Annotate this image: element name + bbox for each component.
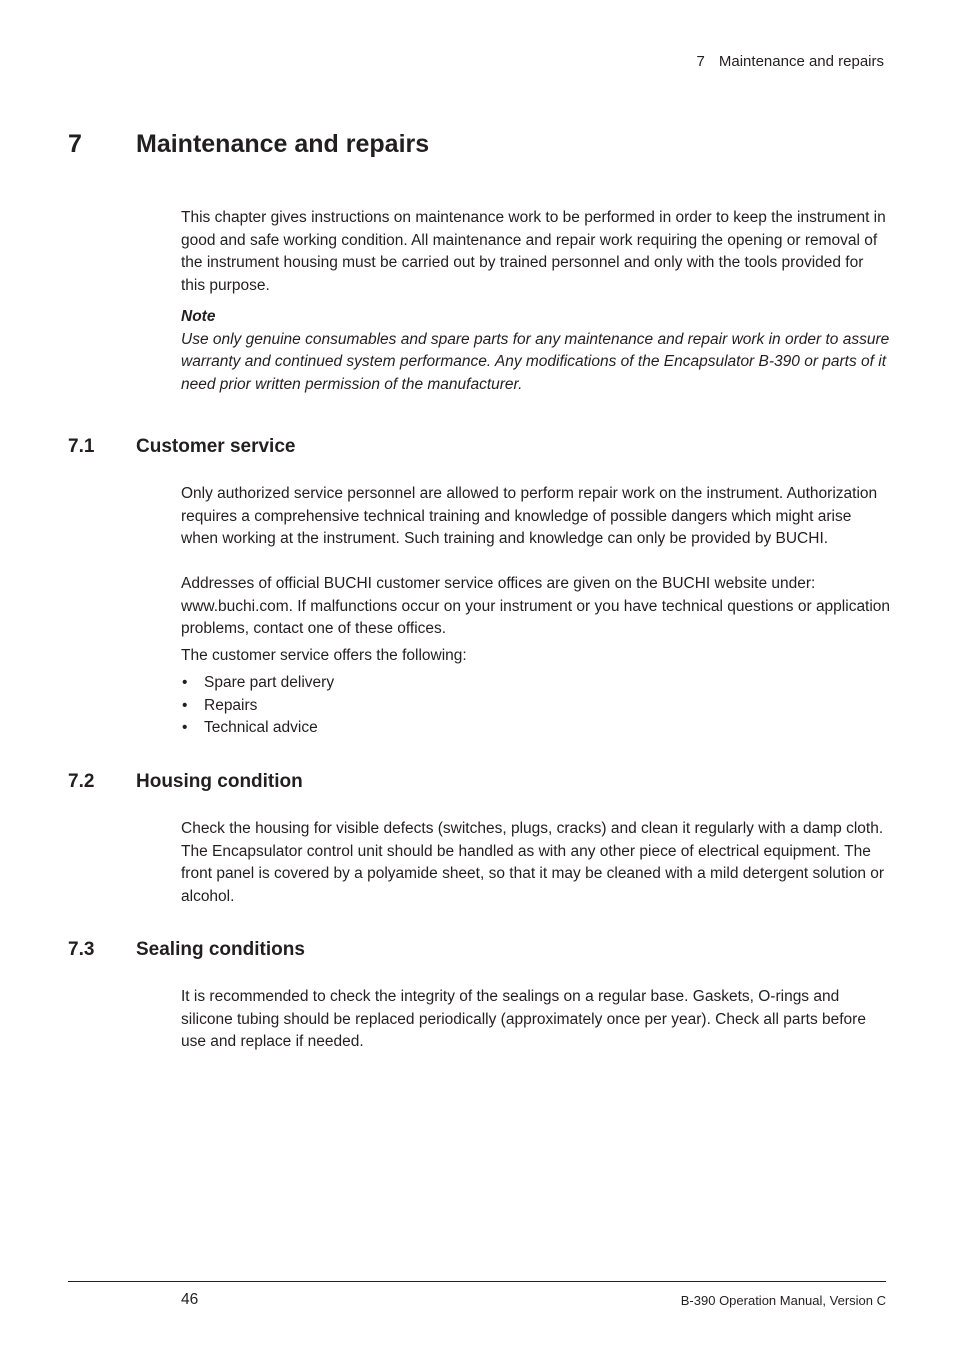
sealing-conditions-paragraph: It is recommended to check the integrity of the sealings on a regular base. Gaskets, O-rings and silicone tubing should be replaced periodically (approximately once per year). Check all parts before use and replace if needed. — [181, 988, 866, 1050]
intro-paragraph: This chapter gives instructions on maintenance work to be performed in order to keep the instrument in good and safe working condition. All maintenance and repair work requiring the opening or removal of the instrument housing must be carried out by trained personnel and only with the tools provided for this purpose. — [181, 209, 886, 294]
customer-service-paragraph: Addresses of official BUCHI customer service offices are given on the BUCHI website under: www.buchi.com. If malfunctions occur on your instrument or you have technical questions or application problems, contact one of these offices. — [181, 575, 891, 637]
note-label: Note — [181, 308, 216, 325]
section-number: 7.1 — [68, 436, 95, 457]
customer-service-offers-list — [181, 672, 334, 740]
housing-condition-block — [181, 818, 891, 908]
section-number: 7.2 — [68, 771, 95, 792]
list-item: • Repairs — [181, 695, 334, 718]
note-text: Use only genuine consumables and spare parts for any maintenance and repair work in order to assure warranty and continued system performance. Any modifications of the Encapsulator B-390 or parts of it need prior written permission of the manufacturer. — [181, 330, 890, 393]
customer-service-block — [181, 483, 891, 668]
page-number: 46 — [181, 1291, 199, 1308]
chapter-title-text: Maintenance and repairs — [136, 130, 430, 158]
list-item: • Spare part delivery — [181, 672, 334, 695]
running-header-chapter-title: Maintenance and repairs — [718, 53, 884, 70]
intro-block — [181, 207, 891, 396]
customer-service-paragraph: Only authorized service personnel are allowed to perform repair work on the instrument. Authorization requires a comprehensive technical training and knowledge of possible dangers which might arise when working at the instrument. Such training and knowledge can only be provided by BUCHI. — [181, 485, 878, 547]
section-title-housing-condition — [68, 771, 303, 793]
section-title-text: Customer service — [136, 436, 296, 457]
customer-service-paragraph: The customer service offers the following: — [181, 647, 467, 664]
chapter-title — [68, 130, 429, 159]
section-number: 7.3 — [68, 939, 95, 960]
list-item: • Technical advice — [181, 717, 334, 740]
running-header — [697, 53, 884, 70]
section-title-customer-service — [68, 436, 295, 458]
document-title: B-390 Operation Manual, Version C — [680, 1293, 886, 1308]
housing-condition-paragraph: Check the housing for visible defects (switches, plugs, cracks) and clean it regularly with a damp cloth. The Encapsulator control unit should be handled as with any other piece of electrical equipment. The front panel is covered by a polyamide sheet, so that it may be cleaned with a mild detergent solution or alcohol. — [181, 820, 885, 905]
chapter-number: 7 — [68, 130, 82, 158]
running-header-chapter-number: 7 — [696, 53, 705, 70]
section-title-text: Sealing conditions — [136, 939, 305, 960]
sealing-conditions-block — [181, 986, 891, 1054]
footer-divider — [68, 1281, 886, 1282]
section-title-text: Housing condition — [136, 771, 303, 792]
section-title-sealing-conditions — [68, 939, 305, 961]
